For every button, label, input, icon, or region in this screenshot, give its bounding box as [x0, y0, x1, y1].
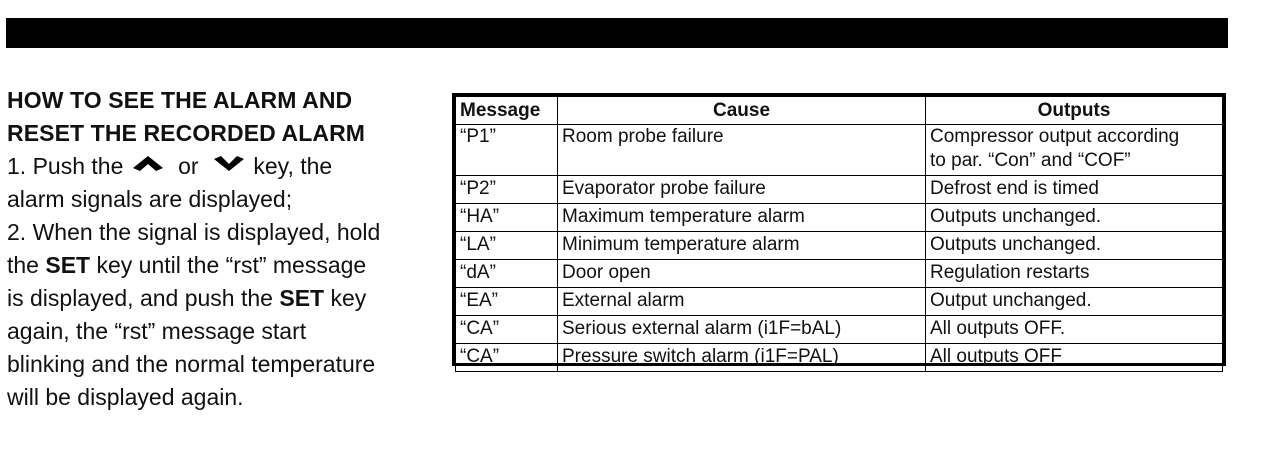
chevron-down-icon: [211, 154, 247, 174]
header-message: Message: [456, 97, 558, 125]
table-row: [456, 125, 1223, 176]
step1-prefix: 1. Push the: [7, 153, 124, 179]
cell-outputs-line2: to par. “Con” and “COF”: [930, 150, 1131, 171]
cell-outputs: Outputs unchanged.: [926, 204, 1223, 232]
set-key-label: SET: [279, 285, 325, 311]
cell-outputs: All outputs OFF.: [926, 316, 1223, 344]
table-row: [456, 204, 1223, 232]
cell-message: “CA”: [456, 316, 558, 344]
set-key-label: SET: [45, 252, 91, 278]
cell-cause: Evaporator probe failure: [558, 176, 926, 204]
cell-message: “dA”: [456, 260, 558, 288]
step1-or: or: [178, 153, 199, 179]
step1-suffix: key, the: [253, 153, 333, 179]
cell-cause: Pressure switch alarm (i1F=PAL): [558, 344, 926, 372]
step2-line2-a: the: [7, 252, 46, 278]
step2-line3-a: is displayed, and push the: [7, 285, 280, 311]
cell-message: “HA”: [456, 204, 558, 232]
instructions-block: [7, 84, 437, 414]
table-row: [456, 288, 1223, 316]
cell-cause: Serious external alarm (i1F=bAL): [558, 316, 926, 344]
cell-message: “EA”: [456, 288, 558, 316]
cell-message: “LA”: [456, 232, 558, 260]
cell-outputs: All outputs OFF: [926, 344, 1223, 372]
step2-line1: 2. When the signal is displayed, hold: [7, 219, 381, 245]
table-header-row: [456, 97, 1223, 125]
alarm-table-container: [452, 93, 1226, 366]
cell-outputs: Defrost end is timed: [926, 176, 1223, 204]
cell-cause: Door open: [558, 260, 926, 288]
cell-outputs: [926, 125, 1223, 176]
cell-cause: Maximum temperature alarm: [558, 204, 926, 232]
alarm-table: [455, 96, 1223, 372]
section-title-bar: [6, 18, 1228, 77]
step2-line3-b: key: [324, 285, 367, 311]
header-cause: Cause: [558, 97, 926, 125]
table-row: [456, 260, 1223, 288]
step2-line6: will be displayed again.: [7, 384, 244, 410]
instructions-heading-line1: HOW TO SEE THE ALARM AND: [7, 87, 353, 113]
header-outputs: Outputs: [926, 97, 1223, 125]
table-row: [456, 176, 1223, 204]
cell-outputs-line1: Compressor output according: [930, 126, 1180, 147]
step2-line3: [7, 282, 437, 315]
cell-message: “P2”: [456, 176, 558, 204]
chevron-up-icon: [130, 154, 166, 174]
table-row: [456, 232, 1223, 260]
step2-line4: again, the “rst” message start: [7, 318, 307, 344]
step1-line1: [7, 150, 437, 183]
cell-message: “P1”: [456, 125, 558, 176]
cell-outputs: Regulation restarts: [926, 260, 1223, 288]
table-row: [456, 316, 1223, 344]
cell-cause: Minimum temperature alarm: [558, 232, 926, 260]
step2-line2: [7, 249, 437, 282]
cell-outputs: Outputs unchanged.: [926, 232, 1223, 260]
section-title: 3. ALARM SIGNALS: [20, 51, 250, 77]
cell-message: “CA”: [456, 344, 558, 372]
step1-line2: alarm signals are displayed;: [7, 186, 293, 212]
cell-cause: External alarm: [558, 288, 926, 316]
step2-line5: blinking and the normal temperature: [7, 351, 376, 377]
step2-line2-b: key until the “rst” message: [90, 252, 367, 278]
cell-cause: Room probe failure: [558, 125, 926, 176]
table-row: [456, 344, 1223, 372]
instructions-heading-line2: RESET THE RECORDED ALARM: [7, 120, 366, 146]
cell-outputs: Output unchanged.: [926, 288, 1223, 316]
